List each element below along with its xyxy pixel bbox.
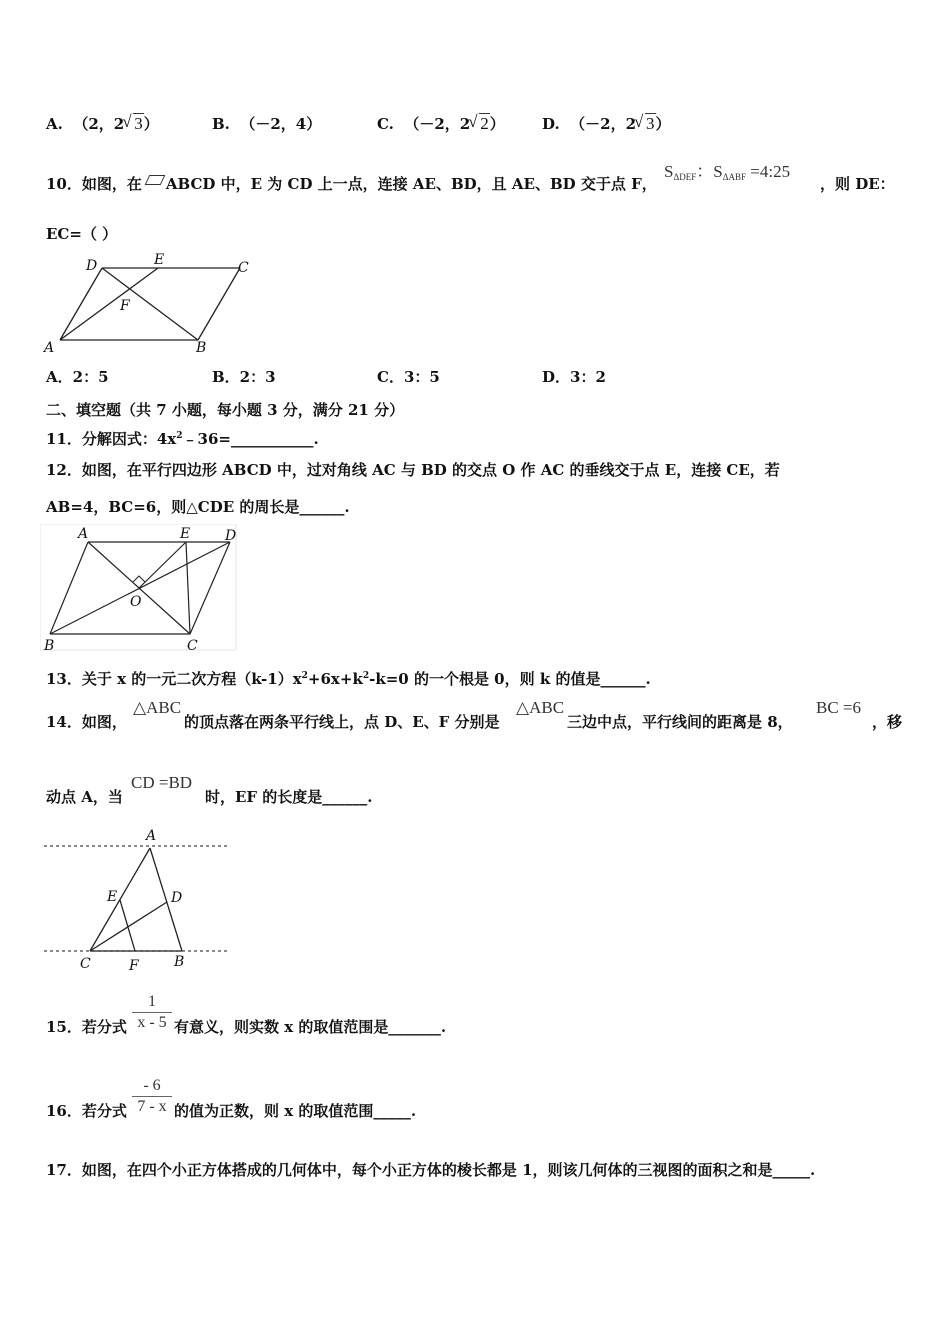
sqrt-3: √ 3 — [636, 114, 656, 134]
q14-triangle-abc-2: △ABC — [516, 698, 565, 717]
q10-line2: EC=（ ） — [46, 225, 118, 243]
label-a: A — [78, 526, 89, 542]
label-e: E — [107, 889, 118, 905]
label-b: B — [44, 638, 55, 654]
q14-prefix: 14．如图， — [46, 713, 127, 731]
label-f: F — [120, 298, 130, 314]
segment-cd — [190, 542, 230, 634]
segment-bd — [102, 268, 198, 340]
label-e: E — [154, 252, 165, 268]
q14-text3: ，移 — [872, 713, 903, 731]
parallelogram-icon — [145, 175, 166, 185]
q14-triangle-abc: △ABC — [133, 698, 182, 717]
label-c: C — [187, 638, 198, 654]
label-b: B — [196, 340, 207, 356]
label-d: D — [171, 890, 183, 906]
label-c: C — [238, 260, 249, 276]
q16-fraction: - 6 7 - x — [132, 1076, 172, 1117]
q10-parallelogram-figure — [40, 252, 270, 360]
q10-line1-end: ，则 DE： — [820, 175, 895, 193]
q16-prefix: 16．若分式 — [46, 1102, 127, 1120]
segment-ce — [186, 542, 190, 634]
q10-line1: 10．如图，在 ABCD 中，E 为 CD 上一点，连接 AE、BD，且 AE、BD 交于点 F， — [46, 175, 657, 193]
q12-line1: 12．如图，在平行四边形 ABCD 中，过对角线 AC 与 BD 的交点 O 作 AC 的垂线交于点 E，连接 CE，若 — [46, 461, 780, 479]
label-o: O — [130, 594, 142, 610]
segment-cd — [90, 902, 167, 951]
segment-ac — [90, 848, 150, 951]
label-d: D — [225, 528, 237, 544]
sqrt-2: √ 2 — [470, 114, 490, 134]
segment-bc — [198, 268, 240, 340]
q14-text2: 三边中点，平行线间的距离是 8， — [567, 713, 793, 731]
q15-fraction: 1 x - 5 — [132, 992, 172, 1033]
label-f: F — [129, 958, 139, 974]
q9-option-d: D. （－2，2√ 3） — [542, 114, 671, 134]
q9-option-c: C. （－2，2√ 2） — [377, 114, 505, 134]
segment-ab — [50, 542, 88, 634]
right-angle-mark — [133, 576, 145, 582]
label-b: B — [174, 954, 185, 970]
q10-option-d: D．3：2 — [542, 368, 606, 386]
label-a: A — [146, 828, 157, 844]
section-2-header: 二、填空题（共 7 小题，每小题 3 分，满分 21 分） — [46, 401, 405, 419]
segment-ef — [120, 900, 135, 951]
q10-option-b: B．2：3 — [212, 368, 276, 386]
label-d: D — [86, 258, 98, 274]
q10-option-c: C．3：5 — [377, 368, 440, 386]
q13: 13．关于 x 的一元二次方程$(k-1)x^2+6x+k^2-k=0$ 的一个根是 0，则 k 的值是______. — [46, 670, 651, 688]
segment-ae — [60, 268, 158, 340]
segment-ad — [60, 268, 102, 340]
label-c: C — [80, 956, 91, 972]
q16-suffix: 的值为正数，则 x 的取值范围_____. — [174, 1102, 417, 1120]
q15-prefix: 15．若分式 — [46, 1018, 127, 1036]
q14-text1: 的顶点落在两条平行线上，点 D、E、F 分别是 — [184, 713, 500, 731]
q11: 11．分解因式：$4x^2﹣36=\_\_\_\_\_\_\_\_\_\_\_$. — [46, 430, 319, 448]
q14-line2b: 时，EF 的长度是______. — [205, 788, 373, 806]
segment-oe — [139, 542, 186, 588]
diagonal-bd — [50, 542, 230, 634]
q17: 17．如图，在四个小正方体搭成的几何体中，每个小正方体的棱长都是 1，则该几何体的三视图的面积之和是_____. — [46, 1161, 816, 1179]
q12-line2: AB=4，BC=6，则△CDE 的周长是______. — [46, 498, 350, 516]
q9-option-a: A. （2，2√ 3） — [46, 114, 159, 134]
q14-line2a: 动点 A，当 — [46, 788, 123, 806]
q10-area-ratio: $S_{\Delta DEF}$：$S_{\Delta ABF}$ =4:25 — [664, 162, 791, 182]
label-a: A — [44, 340, 55, 356]
q14-triangle-figure — [40, 826, 240, 976]
q10-option-a: A．2：5 — [46, 368, 109, 386]
q14-bc-value: BC =6 — [816, 698, 862, 717]
q14-cd-eq-bd: CD =BD — [131, 773, 193, 792]
q9-option-b: B. （－2，4） — [212, 115, 322, 133]
q12-parallelogram-figure — [40, 524, 250, 654]
sqrt-3: √ 3 — [124, 114, 144, 134]
q15-suffix: 有意义，则实数 x 的取值范围是_______. — [174, 1018, 447, 1036]
label-e: E — [180, 526, 191, 542]
